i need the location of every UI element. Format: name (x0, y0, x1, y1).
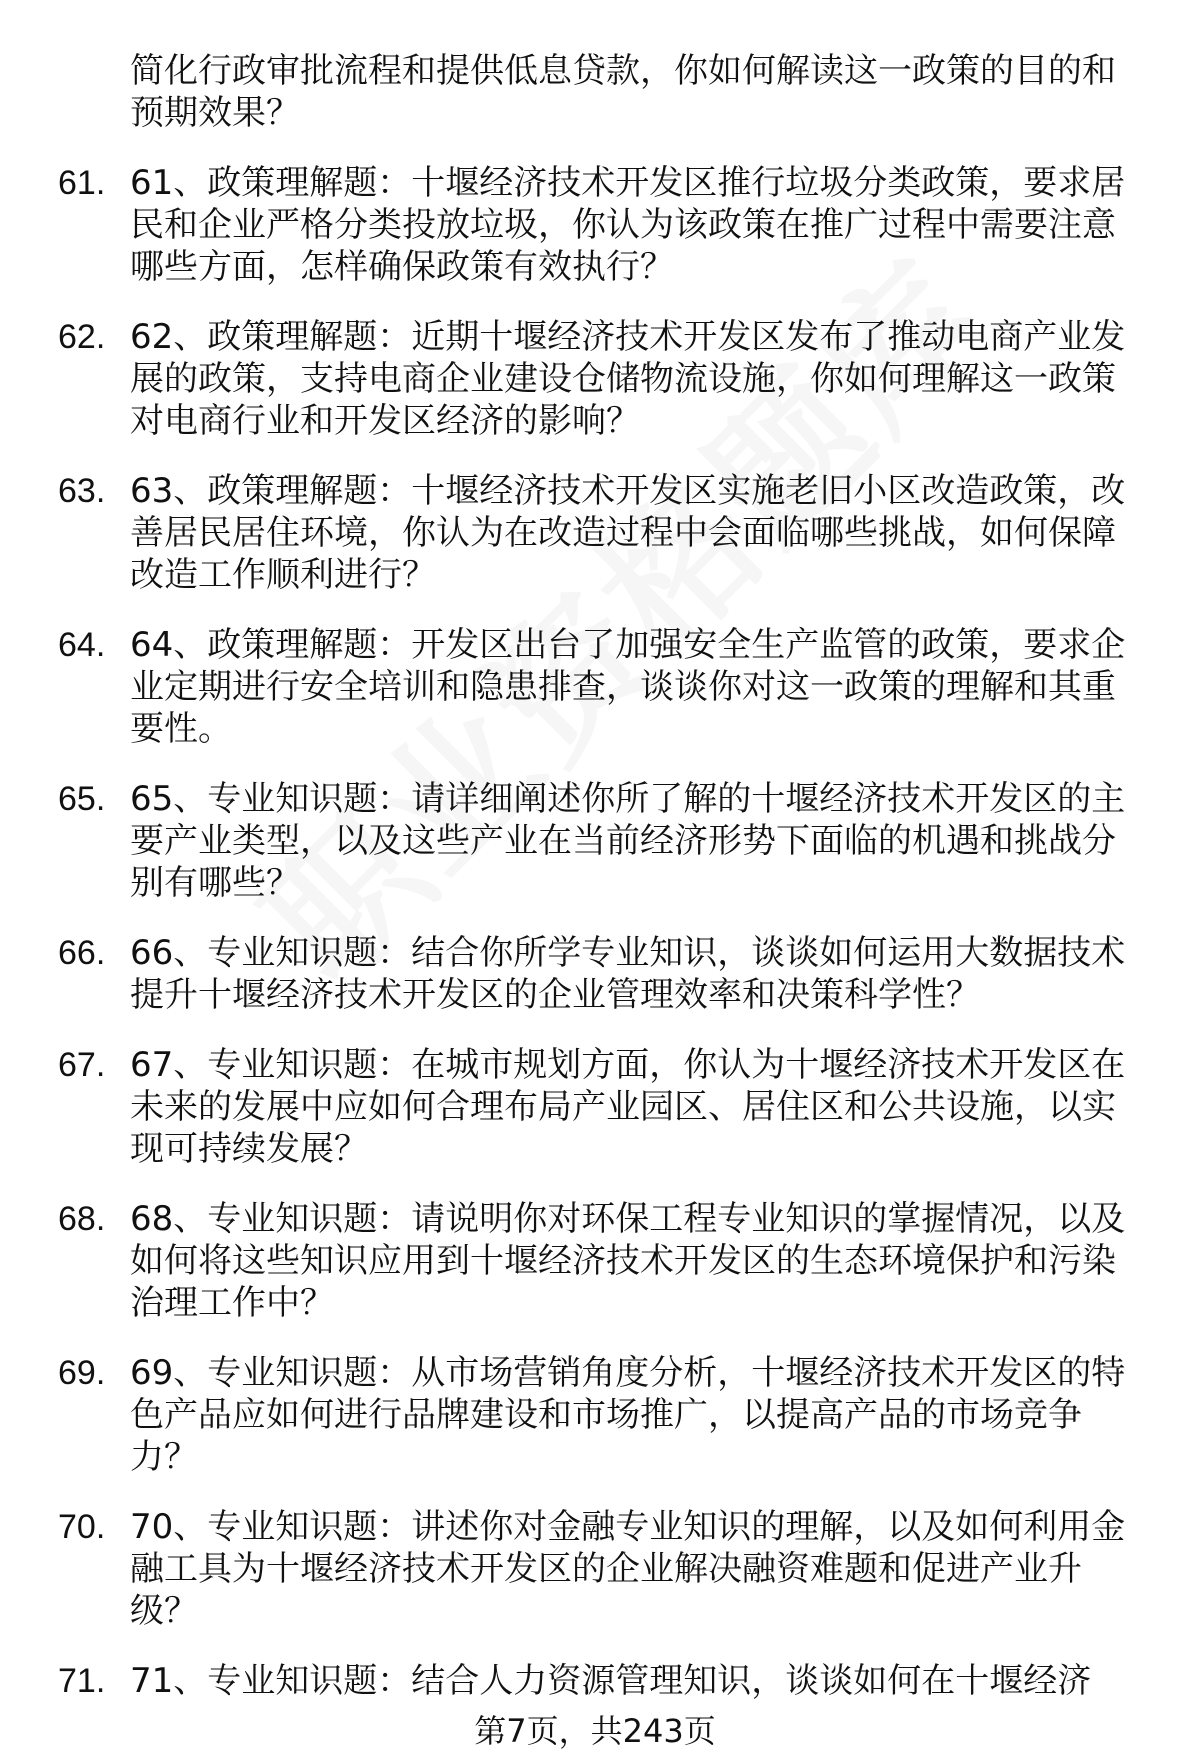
question-number: 63. (58, 472, 106, 510)
continued-question-text: 简化行政审批流程和提供低息贷款，你如何解读这一政策的目的和预期效果？ (130, 51, 1116, 133)
question-item (58, 1044, 1148, 1170)
question-text: 70、专业知识题：讲述你对金融专业知识的理解，以及如何利用金融工具为十堰经济技术开发区的企业解决融资难题和促进产业升级？ (130, 1507, 1126, 1631)
page-footer: 第7页，共243页 (474, 1712, 716, 1750)
question-number: 65. (58, 780, 106, 818)
question-number: 62. (58, 318, 106, 356)
question-number: 70. (58, 1508, 106, 1546)
question-text: 71、专业知识题：结合人力资源管理知识，谈谈如何在十堰经济 (130, 1661, 1092, 1701)
question-item (58, 932, 1148, 1016)
question-number: 69. (58, 1354, 106, 1392)
question-number: 67. (58, 1046, 106, 1084)
question-item (58, 316, 1148, 442)
question-text: 66、专业知识题：结合你所学专业知识，谈谈如何运用大数据技术提升十堰经济技术开发区的企业管理效率和决策科学性？ (130, 933, 1126, 1015)
question-text: 67、专业知识题：在城市规划方面，你认为十堰经济技术开发区在未来的发展中应如何合理布局产业园区、居住区和公共设施，以实现可持续发展？ (130, 1045, 1126, 1169)
question-item (58, 162, 1148, 288)
question-text: 63、政策理解题：十堰经济技术开发区实施老旧小区改造政策，改善居民居住环境，你认为在改造过程中会面临哪些挑战，如何保障改造工作顺利进行？ (130, 471, 1126, 595)
question-number: 68. (58, 1200, 106, 1238)
question-number: 64. (58, 626, 106, 664)
question-item (58, 778, 1148, 904)
question-text: 62、政策理解题：近期十堰经济技术开发区发布了推动电商产业发展的政策，支持电商企业建设仓储物流设施，你如何理解这一政策对电商行业和开发区经济的影响？ (130, 317, 1126, 441)
question-text: 61、政策理解题：十堰经济技术开发区推行垃圾分类政策，要求居民和企业严格分类投放垃圾，你认为该政策在推广过程中需要注意哪些方面，怎样确保政策有效执行？ (130, 163, 1126, 287)
question-item (58, 1352, 1148, 1478)
question-number: 61. (58, 164, 106, 202)
question-list (58, 50, 1148, 1730)
question-text: 65、专业知识题：请详细阐述你所了解的十堰经济技术开发区的主要产业类型，以及这些产业在当前经济形势下面临的机遇和挑战分别有哪些？ (130, 779, 1126, 903)
question-number: 71. (58, 1662, 106, 1700)
question-item (58, 470, 1148, 596)
question-item (58, 624, 1148, 750)
question-text: 69、专业知识题：从市场营销角度分析，十堰经济技术开发区的特色产品应如何进行品牌建设和市场推广，以提高产品的市场竞争力？ (130, 1353, 1126, 1477)
question-number: 66. (58, 934, 106, 972)
question-text: 64、政策理解题：开发区出台了加强安全生产监管的政策，要求企业定期进行安全培训和隐患排查，谈谈你对这一政策的理解和其重要性。 (130, 625, 1126, 749)
question-text: 68、专业知识题：请说明你对环保工程专业知识的掌握情况，以及如何将这些知识应用到十堰经济技术开发区的生态环境保护和污染治理工作中？ (130, 1199, 1126, 1323)
question-item (58, 1198, 1148, 1324)
question-item (58, 1506, 1148, 1632)
question-item (58, 1660, 1148, 1702)
